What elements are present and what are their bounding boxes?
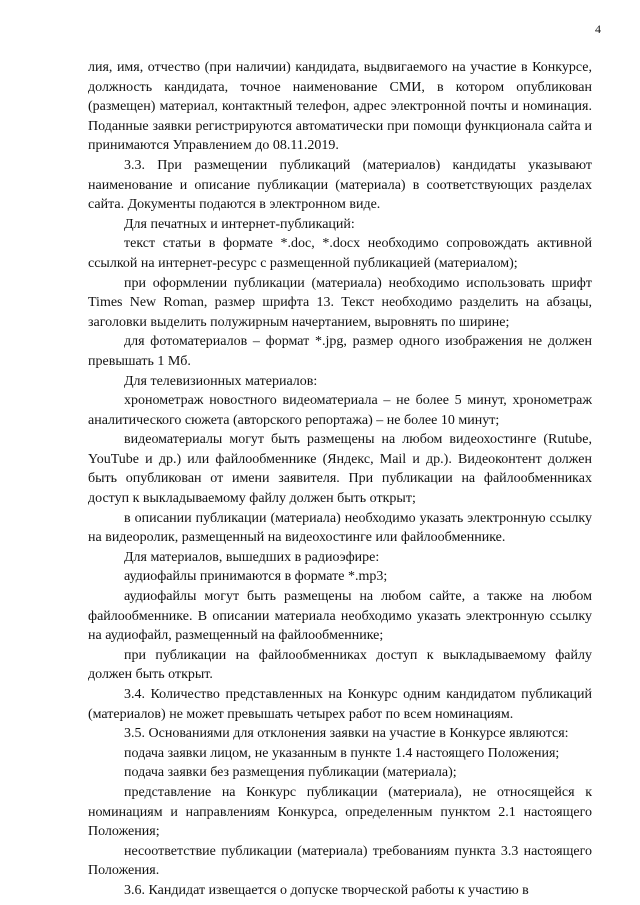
paragraph: несоответствие публикации (материала) требованиям пункта 3.3 настоящего Положения. <box>88 843 592 879</box>
paragraph: 3.4. Количество представленных на Конкурс одним кандидатом публикаций (материалов) не может превышать четырех работ по всем номинациям. <box>88 687 592 722</box>
paragraph: 3.6. Кандидат извещается о допуске творческой работы к участию в <box>124 882 529 898</box>
paragraph: аудиофайлы могут быть размещены на любом сайте, а также на любом файлообменнике. В описании материала необходимо указать электронную ссылку на аудиофайл, размещенный на файлообменнике; <box>88 589 592 644</box>
paragraph: представление на Конкурс публикации (материала), не относящейся к номинациям и направлениям Конкурса, определенным пунктом 2.1 настоящего Положения; <box>88 784 592 840</box>
paragraph: текст статьи в формате *.doc, *.docx необходимо сопровождать активной ссылкой на интернет-ресурс с размещенной публикацией (материалом); <box>88 236 592 271</box>
paragraph: видеоматериалы могут быть размещены на любом видеохостинге (Rutube, YouTube и др.) или файлообменнике (Яндекс, Mail и др.). Видеоконтент должен быть опубликован от имени заявителя. При публикации на файлообменниках доступ к выкладываемому файлу должен быть открыт; <box>88 432 592 507</box>
paragraph: Для печатных и интернет-публикаций: <box>124 216 355 232</box>
paragraph: при оформлении публикации (материала) необходимо использовать шрифт Times New Roman, размер шрифта 13. Текст необходимо разделить на абзацы, заголовки выделить полужирным начертанием, выровнять по ширине; <box>88 275 592 330</box>
paragraph: подача заявки без размещения публикации (материала); <box>124 765 457 781</box>
page-number: 4 <box>595 22 601 36</box>
paragraph: Для материалов, вышедших в радиоэфире: <box>124 549 380 565</box>
paragraph: подача заявки лицом, не указанным в пункте 1.4 настоящего Положения; <box>124 745 560 761</box>
paragraph: в описании публикации (материала) необходимо указать электронную ссылку на видеоролик, размещенный на видеохостинге или файлообменнике. <box>88 510 592 546</box>
paragraph: аудиофайлы принимаются в формате *.mp3; <box>124 569 388 585</box>
paragraph: 3.5. Основаниями для отклонения заявки на участие в Конкурсе являются: <box>124 726 569 742</box>
paragraph: лия, имя, отчество (при наличии) кандидата, выдвигаемого на участие в Конкурсе, должность кандидата, точное наименование СМИ, в котором опубликован (размещен) материал, контактный телефон, адрес электронной почты и номинация. Поданные заявки регистрируются автоматически при помощи функционала сайта и принимаются Управлением до 08.11.2019. <box>88 60 592 154</box>
paragraph: хронометраж новостного видеоматериала – не более 5 минут, хронометраж аналитического сюжета (авторского репортажа) – не более 10 минут; <box>88 393 592 428</box>
document-body <box>88 58 592 901</box>
paragraph: 3.3. При размещении публикаций (материалов) кандидаты указывают наименование и описание публикации (материала) в соответствующих разделах сайта. Документы подаются в электронном виде. <box>88 157 592 213</box>
paragraph: при публикации на файлообменниках доступ к выкладываемому файлу должен быть открыт. <box>88 647 592 683</box>
paragraph: Для телевизионных материалов: <box>124 373 318 389</box>
paragraph: для фотоматериалов – формат *.jpg, размер одного изображения не должен превышать 1 Мб. <box>88 334 592 369</box>
